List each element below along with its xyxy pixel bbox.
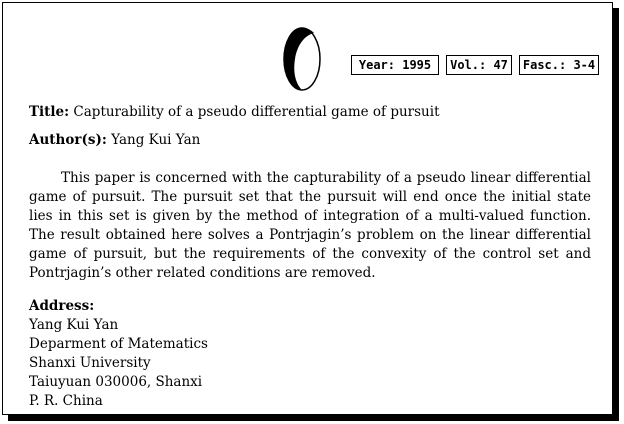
fascicle-badge: Fasc.: 3-4 bbox=[519, 55, 599, 75]
address-line-name: Yang Kui Yan bbox=[29, 317, 119, 333]
address-line-country: P. R. China bbox=[29, 393, 103, 409]
journal-logo-icon bbox=[281, 25, 323, 93]
address-line-city: Taiuyuan 030006, Shanxi bbox=[29, 374, 203, 390]
author-line bbox=[29, 132, 200, 148]
address-block bbox=[29, 297, 208, 411]
title-line bbox=[29, 104, 440, 120]
volume-badge: Vol.: 47 bbox=[446, 55, 512, 75]
address-line-university: Shanxi University bbox=[29, 355, 151, 371]
abstract-text: This paper is concerned with the capturability of a pseudo linear differential game of pursuit. The pursuit set that the pursuit will end once the initial state lies in this set is given by the method of integration of a multi-valued function. The result obtained here solves a Pontrjagin’s problem on the linear differential game of pursuit, but the requirements of the convexity of the control set and Pontrjagin’s other related conditions are removed. bbox=[29, 170, 591, 281]
abstract-card bbox=[2, 2, 613, 415]
title-label: Title: bbox=[29, 104, 70, 120]
author-label: Author(s): bbox=[29, 132, 107, 148]
paper-author: Yang Kui Yan bbox=[111, 132, 201, 148]
address-label: Address: bbox=[29, 298, 95, 314]
year-badge: Year: 1995 bbox=[351, 55, 439, 75]
address-line-department: Deparment of Matematics bbox=[29, 336, 208, 352]
paper-title: Capturability of a pseudo differential game of pursuit bbox=[73, 104, 440, 120]
